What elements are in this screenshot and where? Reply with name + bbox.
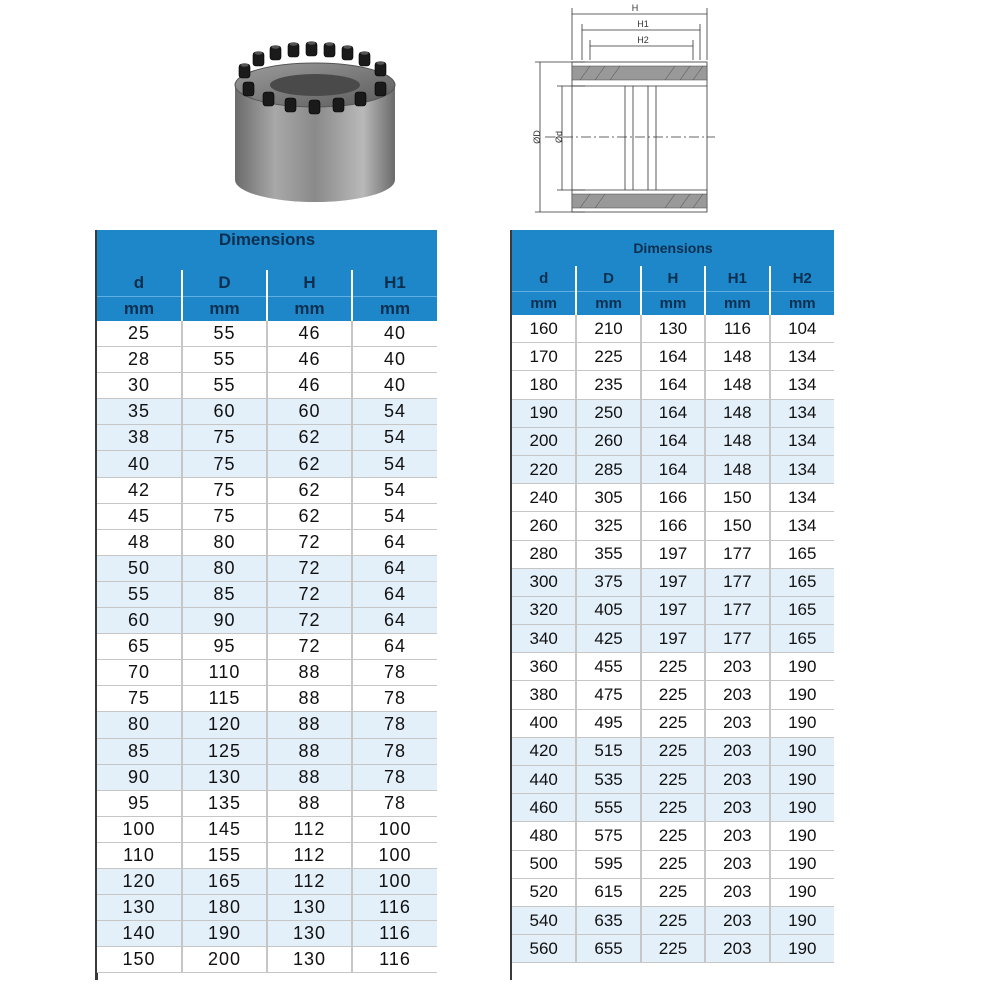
table-row <box>97 712 437 738</box>
table-cell: 145 <box>182 816 267 842</box>
table-cell: 148 <box>705 427 769 455</box>
table-cell: 177 <box>705 568 769 596</box>
table-row <box>97 321 437 347</box>
table-cell: 28 <box>97 347 182 373</box>
table-cell: 48 <box>97 529 182 555</box>
table-cell: 130 <box>182 764 267 790</box>
table-cell: 40 <box>352 321 437 347</box>
table-cell: 46 <box>267 373 352 399</box>
table-row <box>97 947 437 973</box>
table-cell: 655 <box>576 935 640 963</box>
unit-label: mm <box>576 292 640 316</box>
table-cell: 225 <box>641 850 705 878</box>
table-cell: 150 <box>705 484 769 512</box>
table-cell: 88 <box>267 712 352 738</box>
table-cell: 225 <box>641 878 705 906</box>
table-cell: 88 <box>267 738 352 764</box>
table-cell: 260 <box>576 427 640 455</box>
table-cell: 203 <box>705 878 769 906</box>
table-cell: 177 <box>705 625 769 653</box>
table-cell: 25 <box>97 321 182 347</box>
unit-row <box>512 292 834 316</box>
table-cell: 190 <box>770 906 834 934</box>
table-cell: 480 <box>512 822 576 850</box>
table-cell: 150 <box>97 947 182 973</box>
table-cell: 100 <box>97 816 182 842</box>
table-cell: 150 <box>705 512 769 540</box>
table-cell: 80 <box>182 555 267 581</box>
technical-drawing <box>525 0 725 215</box>
table-cell: 54 <box>352 399 437 425</box>
table-cell: 60 <box>267 399 352 425</box>
table-cell: 50 <box>97 555 182 581</box>
table-cell: 180 <box>182 895 267 921</box>
table-cell: 40 <box>97 451 182 477</box>
table-cell: 40 <box>352 373 437 399</box>
table-cell: 285 <box>576 455 640 483</box>
table-cell: 260 <box>512 512 576 540</box>
table-cell: 305 <box>576 484 640 512</box>
table-cell: 197 <box>641 568 705 596</box>
table-cell: 104 <box>770 315 834 343</box>
table-row <box>97 425 437 451</box>
table-row <box>512 737 834 765</box>
table-cell: 200 <box>182 947 267 973</box>
table-row <box>512 822 834 850</box>
table-cell: 55 <box>182 321 267 347</box>
dim-label-h2: H2 <box>637 35 649 45</box>
table-cell: 220 <box>512 455 576 483</box>
table-cell: 355 <box>576 540 640 568</box>
column-header: H <box>641 266 705 292</box>
table-row <box>512 878 834 906</box>
table-cell: 60 <box>97 608 182 634</box>
table-cell: 615 <box>576 878 640 906</box>
table-cell: 134 <box>770 455 834 483</box>
table-cell: 165 <box>770 596 834 624</box>
table-cell: 340 <box>512 625 576 653</box>
unit-label: mm <box>97 297 182 322</box>
dim-label-d: Ød <box>554 130 564 144</box>
table-cell: 46 <box>267 321 352 347</box>
table-cell: 164 <box>641 399 705 427</box>
table-row <box>97 868 437 894</box>
unit-label: mm <box>182 297 267 322</box>
table-cell: 203 <box>705 935 769 963</box>
table-cell: 78 <box>352 738 437 764</box>
table-row <box>97 347 437 373</box>
table-cell: 116 <box>352 895 437 921</box>
table-cell: 360 <box>512 653 576 681</box>
table-cell: 75 <box>182 477 267 503</box>
table-cell: 90 <box>97 764 182 790</box>
table-cell: 85 <box>97 738 182 764</box>
table-cell: 70 <box>97 660 182 686</box>
table-cell: 78 <box>352 686 437 712</box>
table-cell: 64 <box>352 634 437 660</box>
table-row <box>512 850 834 878</box>
table-cell: 164 <box>641 371 705 399</box>
table-cell: 130 <box>267 947 352 973</box>
table-cell: 75 <box>182 451 267 477</box>
table-cell: 203 <box>705 794 769 822</box>
table-cell: 134 <box>770 512 834 540</box>
table-cell: 300 <box>512 568 576 596</box>
table-cell: 65 <box>97 634 182 660</box>
table-cell: 62 <box>267 451 352 477</box>
table-cell: 35 <box>97 399 182 425</box>
table-cell: 75 <box>182 503 267 529</box>
table-cell: 120 <box>182 712 267 738</box>
table-cell: 72 <box>267 581 352 607</box>
product-photo <box>225 40 405 210</box>
table-cell: 72 <box>267 555 352 581</box>
table-cell: 170 <box>512 343 576 371</box>
table-cell: 635 <box>576 906 640 934</box>
dim-label-h1: H1 <box>637 19 649 29</box>
table-cell: 203 <box>705 681 769 709</box>
table-cell: 190 <box>770 878 834 906</box>
table-cell: 320 <box>512 596 576 624</box>
table-cell: 177 <box>705 540 769 568</box>
table-row <box>97 477 437 503</box>
table-row <box>512 681 834 709</box>
table-cell: 62 <box>267 503 352 529</box>
table-cell: 75 <box>182 425 267 451</box>
table-cell: 95 <box>182 634 267 660</box>
table-row <box>97 842 437 868</box>
table-cell: 45 <box>97 503 182 529</box>
table-cell: 165 <box>182 868 267 894</box>
table-cell: 42 <box>97 477 182 503</box>
table-cell: 177 <box>705 596 769 624</box>
table-row <box>97 608 437 634</box>
column-header: d <box>512 266 576 292</box>
table-cell: 78 <box>352 790 437 816</box>
table-cell: 64 <box>352 608 437 634</box>
table-cell: 78 <box>352 660 437 686</box>
table-cell: 164 <box>641 427 705 455</box>
table-cell: 80 <box>182 529 267 555</box>
unit-row <box>97 297 437 322</box>
table-row <box>97 738 437 764</box>
table-row <box>97 634 437 660</box>
table-cell: 475 <box>576 681 640 709</box>
table-cell: 88 <box>267 686 352 712</box>
table-cell: 80 <box>97 712 182 738</box>
table-title: Dimensions <box>512 230 834 266</box>
table-cell: 54 <box>352 451 437 477</box>
table-cell: 166 <box>641 484 705 512</box>
table-cell: 130 <box>267 895 352 921</box>
table-cell: 54 <box>352 503 437 529</box>
table-cell: 425 <box>576 625 640 653</box>
table-row <box>97 921 437 947</box>
column-header: H1 <box>352 270 437 297</box>
table-cell: 440 <box>512 766 576 794</box>
table-cell: 575 <box>576 822 640 850</box>
table-row <box>97 399 437 425</box>
column-header: d <box>97 270 182 297</box>
dim-label-D: ØD <box>532 130 542 144</box>
table-cell: 400 <box>512 709 576 737</box>
table-row <box>512 625 834 653</box>
table-row <box>512 315 834 343</box>
table-cell: 110 <box>97 842 182 868</box>
table-cell: 115 <box>182 686 267 712</box>
table-cell: 55 <box>182 373 267 399</box>
table-cell: 60 <box>182 399 267 425</box>
table-cell: 225 <box>641 709 705 737</box>
table-cell: 64 <box>352 555 437 581</box>
table-cell: 64 <box>352 529 437 555</box>
table-cell: 560 <box>512 935 576 963</box>
table-row <box>512 596 834 624</box>
unit-label: mm <box>267 297 352 322</box>
table-cell: 95 <box>97 790 182 816</box>
table-cell: 225 <box>641 681 705 709</box>
table-row <box>512 371 834 399</box>
table-cell: 197 <box>641 625 705 653</box>
table-cell: 190 <box>182 921 267 947</box>
table-cell: 130 <box>641 315 705 343</box>
table-row <box>97 451 437 477</box>
table-cell: 520 <box>512 878 576 906</box>
table-row <box>512 427 834 455</box>
table-row <box>97 790 437 816</box>
column-header: H <box>267 270 352 297</box>
table-cell: 190 <box>770 794 834 822</box>
table-cell: 130 <box>267 921 352 947</box>
table-title: Dimensions <box>97 230 437 270</box>
table-cell: 164 <box>641 343 705 371</box>
table-cell: 166 <box>641 512 705 540</box>
unit-label: mm <box>705 292 769 316</box>
table-cell: 110 <box>182 660 267 686</box>
dimensions-table-right <box>512 230 834 963</box>
table-cell: 46 <box>267 347 352 373</box>
table-row <box>512 399 834 427</box>
table-cell: 100 <box>352 842 437 868</box>
table-cell: 190 <box>770 822 834 850</box>
column-header: H1 <box>705 266 769 292</box>
table-cell: 90 <box>182 608 267 634</box>
table-cell: 203 <box>705 737 769 765</box>
table-cell: 165 <box>770 568 834 596</box>
table-cell: 203 <box>705 766 769 794</box>
table-row <box>97 816 437 842</box>
table-cell: 134 <box>770 427 834 455</box>
table-cell: 455 <box>576 653 640 681</box>
table-row <box>97 581 437 607</box>
table-cell: 165 <box>770 540 834 568</box>
table-row <box>512 935 834 963</box>
column-headers <box>512 266 834 292</box>
table-cell: 190 <box>512 399 576 427</box>
table-cell: 225 <box>641 935 705 963</box>
table-cell: 72 <box>267 529 352 555</box>
table-cell: 280 <box>512 540 576 568</box>
table-cell: 380 <box>512 681 576 709</box>
table-cell: 180 <box>512 371 576 399</box>
table-cell: 160 <box>512 315 576 343</box>
table-cell: 55 <box>182 347 267 373</box>
table-cell: 134 <box>770 343 834 371</box>
table-cell: 88 <box>267 790 352 816</box>
table-cell: 100 <box>352 868 437 894</box>
table-cell: 112 <box>267 816 352 842</box>
table-cell: 197 <box>641 540 705 568</box>
table-cell: 78 <box>352 764 437 790</box>
table-cell: 85 <box>182 581 267 607</box>
table-cell: 54 <box>352 477 437 503</box>
table-cell: 203 <box>705 850 769 878</box>
table-cell: 190 <box>770 709 834 737</box>
column-headers <box>97 270 437 297</box>
dim-label-h: H <box>631 3 639 13</box>
table-cell: 540 <box>512 906 576 934</box>
table-cell: 116 <box>352 921 437 947</box>
table-cell: 225 <box>641 794 705 822</box>
table-cell: 190 <box>770 681 834 709</box>
table-cell: 240 <box>512 484 576 512</box>
table-row <box>97 373 437 399</box>
table-cell: 225 <box>641 653 705 681</box>
table-cell: 495 <box>576 709 640 737</box>
table-cell: 130 <box>97 895 182 921</box>
table-cell: 55 <box>97 581 182 607</box>
table-row <box>512 906 834 934</box>
table-cell: 62 <box>267 425 352 451</box>
table-cell: 148 <box>705 455 769 483</box>
table-cell: 190 <box>770 850 834 878</box>
table-cell: 197 <box>641 596 705 624</box>
column-header: D <box>576 266 640 292</box>
table-cell: 203 <box>705 653 769 681</box>
table-cell: 155 <box>182 842 267 868</box>
table-row <box>512 568 834 596</box>
table-cell: 203 <box>705 906 769 934</box>
table-cell: 225 <box>641 766 705 794</box>
table-cell: 148 <box>705 343 769 371</box>
table-row <box>512 766 834 794</box>
table-cell: 30 <box>97 373 182 399</box>
table-cell: 116 <box>352 947 437 973</box>
table-cell: 140 <box>97 921 182 947</box>
table-cell: 225 <box>641 906 705 934</box>
table-cell: 116 <box>705 315 769 343</box>
table-cell: 200 <box>512 427 576 455</box>
unit-label: mm <box>512 292 576 316</box>
table-cell: 125 <box>182 738 267 764</box>
table-cell: 235 <box>576 371 640 399</box>
table-cell: 72 <box>267 634 352 660</box>
table-row <box>97 764 437 790</box>
table-cell: 325 <box>576 512 640 540</box>
table-cell: 595 <box>576 850 640 878</box>
table-cell: 75 <box>97 686 182 712</box>
table-cell: 38 <box>97 425 182 451</box>
column-header: D <box>182 270 267 297</box>
table-row <box>512 653 834 681</box>
table-cell: 190 <box>770 737 834 765</box>
table-cell: 64 <box>352 581 437 607</box>
table-cell: 40 <box>352 347 437 373</box>
table-row <box>512 709 834 737</box>
table-cell: 88 <box>267 660 352 686</box>
table-cell: 250 <box>576 399 640 427</box>
table-body-left <box>97 321 437 973</box>
unit-label: mm <box>352 297 437 322</box>
table-row <box>512 540 834 568</box>
table-cell: 134 <box>770 371 834 399</box>
table-cell: 210 <box>576 315 640 343</box>
table-row <box>97 555 437 581</box>
table-cell: 225 <box>641 822 705 850</box>
table-cell: 62 <box>267 477 352 503</box>
table-cell: 165 <box>770 625 834 653</box>
table-cell: 72 <box>267 608 352 634</box>
table-cell: 134 <box>770 399 834 427</box>
table-cell: 148 <box>705 371 769 399</box>
unit-label: mm <box>641 292 705 316</box>
table-cell: 54 <box>352 425 437 451</box>
table-cell: 535 <box>576 766 640 794</box>
table-cell: 515 <box>576 737 640 765</box>
dimensions-table-left <box>97 230 437 973</box>
column-header: H2 <box>770 266 834 292</box>
table-cell: 420 <box>512 737 576 765</box>
table-cell: 203 <box>705 822 769 850</box>
table-cell: 203 <box>705 709 769 737</box>
table-cell: 100 <box>352 816 437 842</box>
table-cell: 135 <box>182 790 267 816</box>
table-cell: 164 <box>641 455 705 483</box>
unit-label: mm <box>770 292 834 316</box>
table-cell: 78 <box>352 712 437 738</box>
table-cell: 112 <box>267 868 352 894</box>
table-row <box>512 512 834 540</box>
table-row <box>97 660 437 686</box>
table-cell: 120 <box>97 868 182 894</box>
table-cell: 134 <box>770 484 834 512</box>
table-cell: 190 <box>770 935 834 963</box>
table-cell: 460 <box>512 794 576 822</box>
table-row <box>512 484 834 512</box>
table-cell: 112 <box>267 842 352 868</box>
table-row <box>97 529 437 555</box>
table-cell: 555 <box>576 794 640 822</box>
table-row <box>97 686 437 712</box>
table-row <box>97 503 437 529</box>
table-row <box>512 455 834 483</box>
table-cell: 500 <box>512 850 576 878</box>
table-cell: 225 <box>576 343 640 371</box>
table-row <box>512 794 834 822</box>
table-cell: 375 <box>576 568 640 596</box>
table-row <box>97 895 437 921</box>
table-cell: 225 <box>641 737 705 765</box>
table-cell: 148 <box>705 399 769 427</box>
table-cell: 190 <box>770 653 834 681</box>
table-cell: 88 <box>267 764 352 790</box>
table-cell: 190 <box>770 766 834 794</box>
table-row <box>512 343 834 371</box>
table-body-right <box>512 315 834 963</box>
table-cell: 405 <box>576 596 640 624</box>
